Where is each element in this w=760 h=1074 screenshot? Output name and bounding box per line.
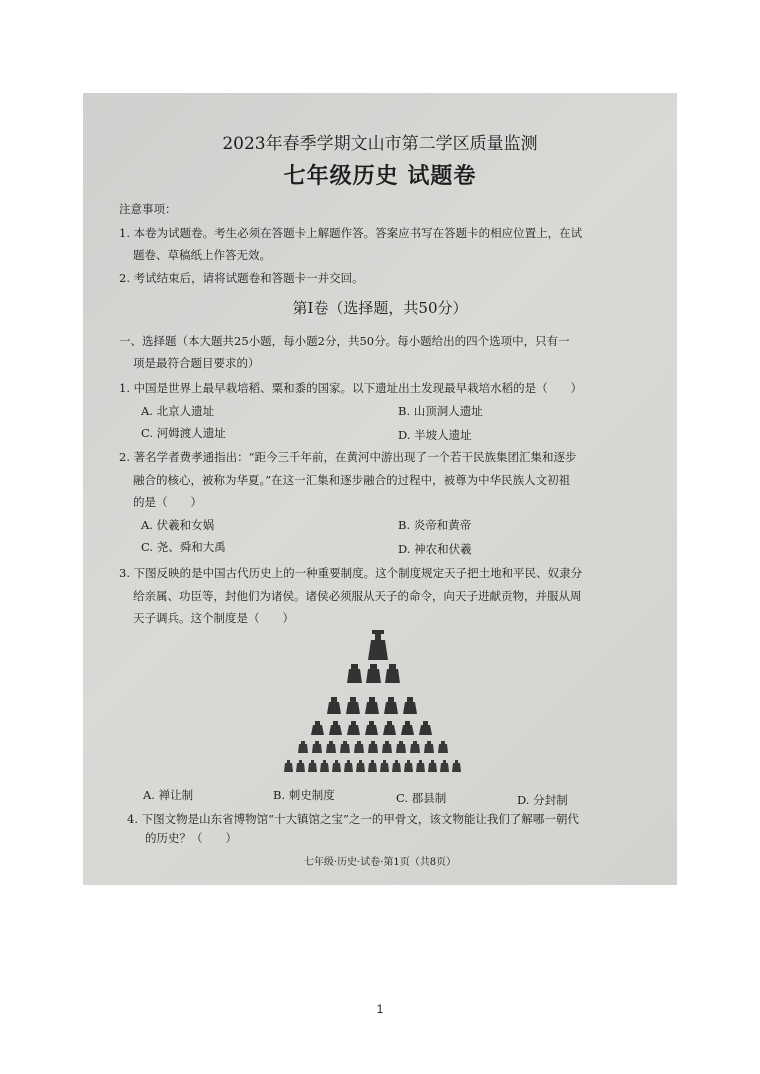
q2-option-b: B. 炎帝和黄帝: [398, 518, 472, 532]
q2-option-d: D. 神农和伏羲: [398, 542, 472, 556]
notice-heading: 注意事项：: [119, 202, 177, 216]
question-4-stem: 4. 下图文物是山东省博物馆“十大镇馆之宝”之一的甲骨文，该文物能让我们了解哪一朝代: [127, 812, 579, 826]
question-3-stem: 给亲属、功臣等，封他们为诸侯。诸侯必须服从天子的命令，向天子进献贡物，并服从周: [133, 589, 582, 603]
question-2-stem: 2. 著名学者费孝通指出：“距今三千年前，在黄河中游出现了一个若干民族集团汇集和逐步: [119, 450, 577, 464]
exam-title: 2023年春季学期文山市第二学区质量监测: [222, 134, 538, 154]
q3-option-c: C. 郡县制: [396, 791, 447, 805]
notice-line: 题卷、草稿纸上作答无效。: [133, 248, 271, 262]
question-2-stem: 融合的核心，被称为华夏。”在这一汇集和逐步融合的过程中，被尊为中华民族人文初祖: [133, 473, 571, 487]
question-2-stem: 的是（ ）: [133, 495, 202, 509]
q3-option-b: B. 刺史制度: [273, 788, 335, 802]
q1-option-c: C. 河姆渡人遗址: [141, 426, 226, 440]
notice-line: 2. 考试结束后，请将试题卷和答题卡一并交回。: [119, 271, 364, 285]
exam-photo: [83, 93, 677, 885]
question-3-stem: 3. 下图反映的是中国古代历史上的一种重要制度。这个制度规定天子把土地和平民、奴隶分: [119, 566, 583, 580]
exam-subtitle: 七年级历史 试题卷: [283, 163, 477, 189]
feudal-pyramid-figure: [283, 628, 473, 783]
instruction-line: 项是最符合题目要求的）: [133, 356, 260, 370]
q3-option-a: A. 禅让制: [143, 788, 194, 802]
question-3-stem: 天子调兵。这个制度是（ ）: [133, 611, 294, 625]
q1-option-b: B. 山顶洞人遗址: [398, 404, 483, 418]
question-4-stem: 的历史？（ ）: [145, 831, 237, 845]
instruction-line: 一、选择题（本大题共25小题，每小题2分，共50分。每小题给出的四个选项中，只有一: [119, 334, 570, 348]
question-1-stem: 1. 中国是世界上最早栽培稻、粟和黍的国家。以下遗址出土发现最早栽培水稻的是（ ）: [119, 381, 583, 395]
notice-line: 1. 本卷为试题卷。考生必须在答题卡上解题作答。答案应书写在答题卡的相应位置上，在试: [119, 226, 583, 240]
q2-option-c: C. 尧、舜和大禹: [141, 540, 226, 554]
page-footer: 七年级·历史·试卷·第1页（共8页）: [303, 857, 457, 868]
q3-option-d: D. 分封制: [517, 793, 568, 807]
section-title: 第Ⅰ卷（选择题，共50分）: [292, 299, 468, 317]
q1-option-d: D. 半坡人遗址: [398, 428, 472, 442]
page-number: 1: [376, 1002, 384, 1016]
q1-option-a: A. 北京人遗址: [141, 404, 215, 418]
q2-option-a: A. 伏羲和女娲: [141, 518, 215, 532]
